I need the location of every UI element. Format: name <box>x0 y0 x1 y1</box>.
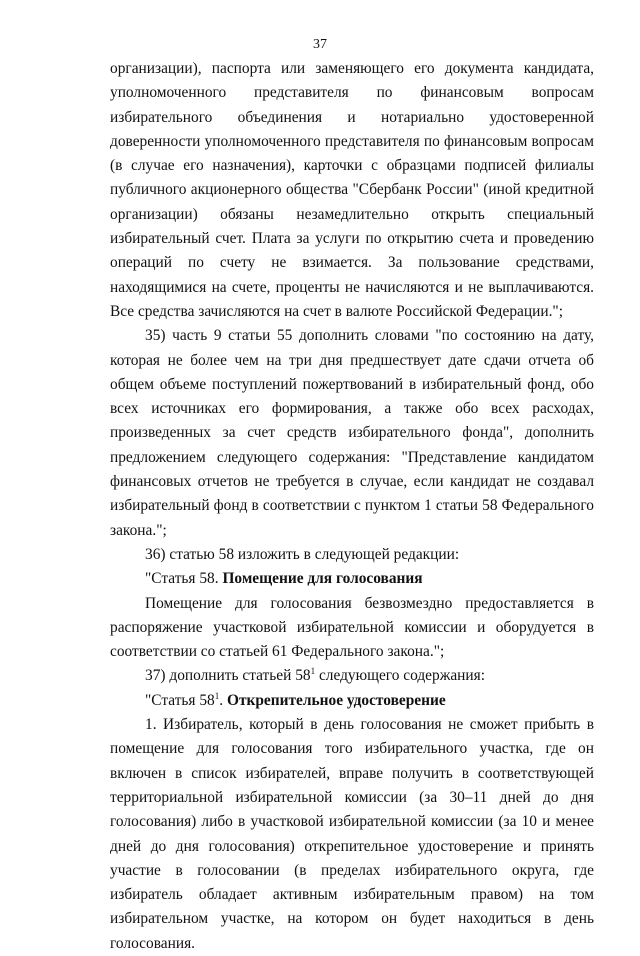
article-58-1-heading <box>110 689 594 713</box>
paragraph-continuation: организации), паспорта или заменяющего его документа кандидата, уполномоченного представителя по финансовым вопросам избирательного объединения и нотариально удостоверенной доверенности уполномоченного представителя по финансовым вопросам (в случае его назначения), карточки с образцами подписей филиалы публичного акционерного общества "Сбербанк России" (иной кредитной организации) обязаны незамедлительно открыть специальный избирательный счет. Плата за услуги по открытию счета и проведению операций по счету не взимается. За пользование средствами, находящимися на счете, проценты не начисляются и не выплачиваются. Все средства зачисляются на счет в валюте Российской Федерации."; <box>110 60 594 320</box>
article-58-1-superscript: 1 <box>214 690 220 701</box>
article-58-1-heading-dot: . <box>219 691 227 709</box>
document-body <box>110 57 594 956</box>
paragraph-article-58-text: Помещение для голосования безвозмездно предоставляется в распоряжение участковой избирательной комиссии и оборудуется в соответствии со статьей 61 Федерального закона."; <box>110 594 594 661</box>
item-37-superscript: 1 <box>310 666 316 677</box>
item-37-text-before: 37) дополнить статьей 58 <box>145 667 311 685</box>
article-58-heading-title: Помещение для голосования <box>222 570 423 588</box>
paragraph-item-36: 36) статью 58 изложить в следующей редакции: <box>145 545 460 563</box>
article-58-1-heading-title: Открепительное удостоверение <box>226 691 446 709</box>
item-37-text-after: следующего содержания: <box>315 667 485 685</box>
page-number: 37 <box>313 37 327 52</box>
paragraph-item-37 <box>110 664 594 688</box>
article-58-heading-prefix: "Статья 58. <box>145 570 223 588</box>
paragraph-article-58-1-point-1: 1. Избиратель, который в день голосования не сможет прибыть в помещение для голосования того избирательного участка, где он включен в список избирателей, вправе получить в соответствующей территориальной избирательной комиссии (за 30–11 дней до дня голосования) либо в участковой избирательной комиссии (за 10 и менее дней до дня голосования) открепительное удостоверение и принять участие в голосовании (в пределах избирательного округа, где избиратель обладает активным избирательным правом) на том избирательном участке, на котором он будет находиться в день голосования. <box>110 716 594 952</box>
article-58-heading <box>110 567 594 591</box>
paragraph-item-35: 35) часть 9 статьи 55 дополнить словами "по состоянию на дату, которая не более чем на три дня предшествует дате сдачи отчета об общем объеме поступлений пожертвований в избирательный фонд, обо всех источниках его формирования, а также обо всех расходах, произведенных за счет средств избирательного фонда", дополнить предложением следующего содержания: "Представление кандидатом финансовых отчетов не требуется в случае, если кандидат не создавал избирательный фонд в соответствии с пунктом 1 статьи 58 Федерального закона."; <box>110 327 594 539</box>
article-58-1-heading-prefix: "Статья 58 <box>145 691 215 709</box>
